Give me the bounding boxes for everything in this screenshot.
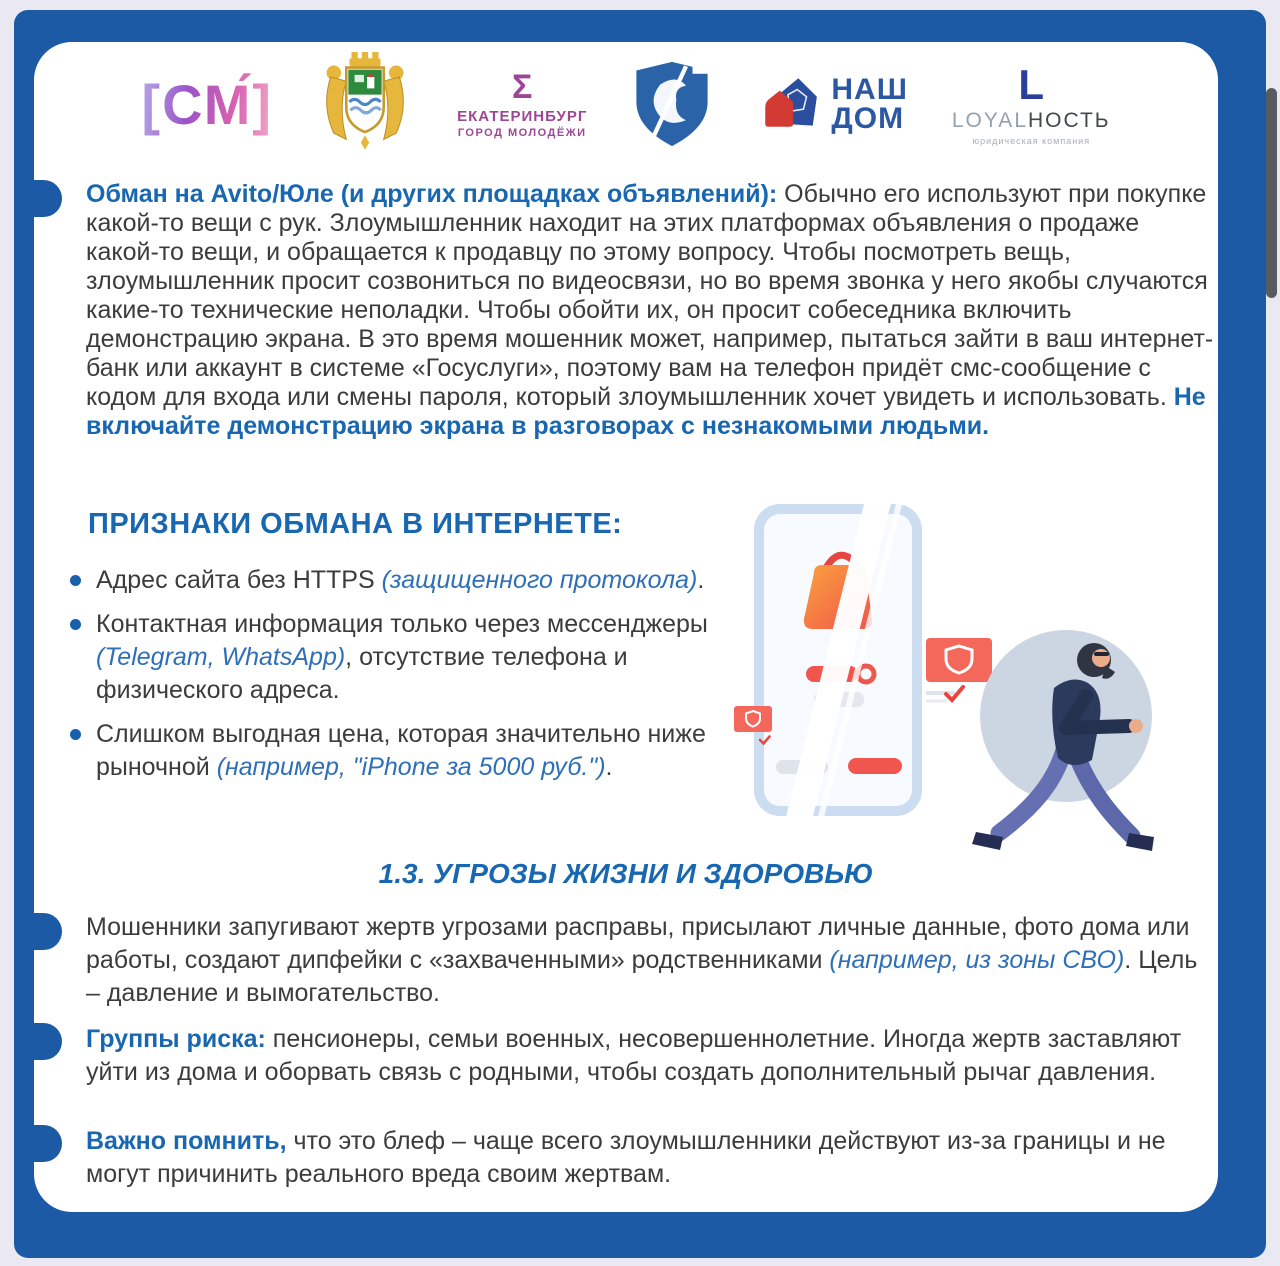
threats-post: . Цель – давление и вымогательство. (86, 946, 1198, 1007)
paragraph-marker (24, 1125, 62, 1162)
intro-lead: Обман на Avito/Юле (и других площадках объявлений): (86, 180, 778, 208)
bullet-1-em: (защищенного протокола) (381, 566, 698, 594)
logo-nash-dom-line1: НАШ (831, 73, 908, 106)
phone-and-running-man-illustration (714, 488, 1184, 898)
remember-paragraph (86, 1125, 1214, 1191)
signs-heading: ПРИЗНАКИ ОБМАНА В ИНТЕРНЕТЕ: (88, 508, 623, 540)
logo-loyal-part2: НОСТЬ (1028, 108, 1111, 132)
shield-badge-icon (926, 638, 992, 682)
threats-heading: 1.3. УГРОЗЫ ЖИЗНИ И ЗДОРОВЬЮ (378, 858, 874, 889)
signs-bullet-list (68, 564, 721, 795)
logo-loyal-subtitle: юридическая компания (972, 135, 1091, 146)
guard-shield-bird-icon (631, 58, 713, 150)
logo-ekaterinburg-line2: ГОРОД МОЛОДЁЖИ (457, 126, 587, 139)
nash-dom-house-icon (757, 72, 821, 136)
bullet-3-post: . (605, 753, 613, 781)
content-card (34, 42, 1218, 1212)
remember-text: что это блеф – чаще всего злоумышленники действуют из-за границы и не могут причинить реального вреда своим жертвам. (86, 1127, 1166, 1188)
bullet-2-text: Контактная информация только через мессенджеры (96, 610, 708, 638)
logo-nash-dom (757, 72, 907, 136)
sigma-mark-icon: Σ (512, 67, 533, 106)
intro-body: Обычно его используют при покупке какой-то вещи с рук. Злоумышленник находит на этих платформах объявления о продаже какой-то вещи, и обращается к продавцу по этому вопросу. Чтобы посмотреть вещь, злоумышленник просит созвониться по видеосвязи, но во время звонка у него якобы случаются какие-то технические неполадки. Чтобы обойти их, он просит собеседника включить демонстрацию экрана. В это время мошенник может, например, пытаться зайти в ваш интернет-банк или аккаунт в системе «Госуслуги», поэтому вам на телефон придёт смс-сообщение с кодом для входа или смены пароля, который злоумышленник хочет увидеть и использовать. (86, 180, 1214, 411)
bullet-3-text: Слишком выгодная цена, которая значительно ниже рыночной (96, 720, 706, 781)
bullet-1-post: . (697, 566, 705, 594)
loyal-l-mark-icon: L (1018, 60, 1045, 108)
threats-text: Мошенники запугивают жертв угрозами расправы, присылают личные данные, фото дома или работы, создают дипфейки с «захваченными» родственниками (86, 913, 1190, 974)
logo-ekaterinburg-line1: ЕКАТЕРИНБУРГ (457, 107, 588, 125)
risk-text: пенсионеры, семьи военных, несовершеннолетние. Иногда жертв заставляют уйти из дома и оборвать связь с родными, чтобы создать дополнительный рычаг давления. (86, 1025, 1182, 1086)
paragraph-marker (24, 180, 62, 217)
threats-paragraph (86, 911, 1214, 1010)
risk-lead: Группы риска: (86, 1025, 266, 1053)
shield-badge-small-icon (734, 706, 772, 732)
phone-illustration (754, 488, 922, 858)
bullet-1-text: Адрес сайта без HTTPS (96, 566, 382, 594)
running-man-illustration (972, 630, 1154, 851)
logo-nash-dom-line2: ДОМ (831, 102, 905, 135)
list-item (96, 608, 721, 707)
risk-paragraph (86, 1023, 1214, 1089)
logo-loyalnost (951, 60, 1111, 146)
threats-em: (например, из зоны СВО) (829, 946, 1125, 974)
paragraph-marker (24, 913, 62, 950)
bullet-2-post: , отсутствие телефона и физического адреса. (96, 643, 628, 704)
intro-warning: Не включайте демонстрацию экрана в разговорах с незнакомыми людьми. (86, 383, 1206, 440)
paragraph-marker (24, 1023, 62, 1060)
list-item (96, 564, 721, 597)
ekaterinburg-coat-of-arms-icon (317, 52, 413, 156)
logo-row (34, 48, 1218, 160)
remember-lead: Важно помнить, (86, 1127, 287, 1155)
logo-sm: [СМ́] (141, 72, 274, 136)
fraud-illustration (714, 488, 1184, 898)
bullet-2-em: (Telegram, WhatsApp) (96, 643, 346, 671)
bullet-3-em: (например, "iPhone за 5000 руб.") (216, 753, 606, 781)
list-item (96, 718, 721, 784)
logo-ekaterinburg-city-of-youth (457, 67, 588, 139)
intro-paragraph (86, 180, 1214, 441)
scrollbar-thumb[interactable] (1266, 88, 1277, 298)
logo-loyal-part1: LOYAL (951, 108, 1028, 132)
